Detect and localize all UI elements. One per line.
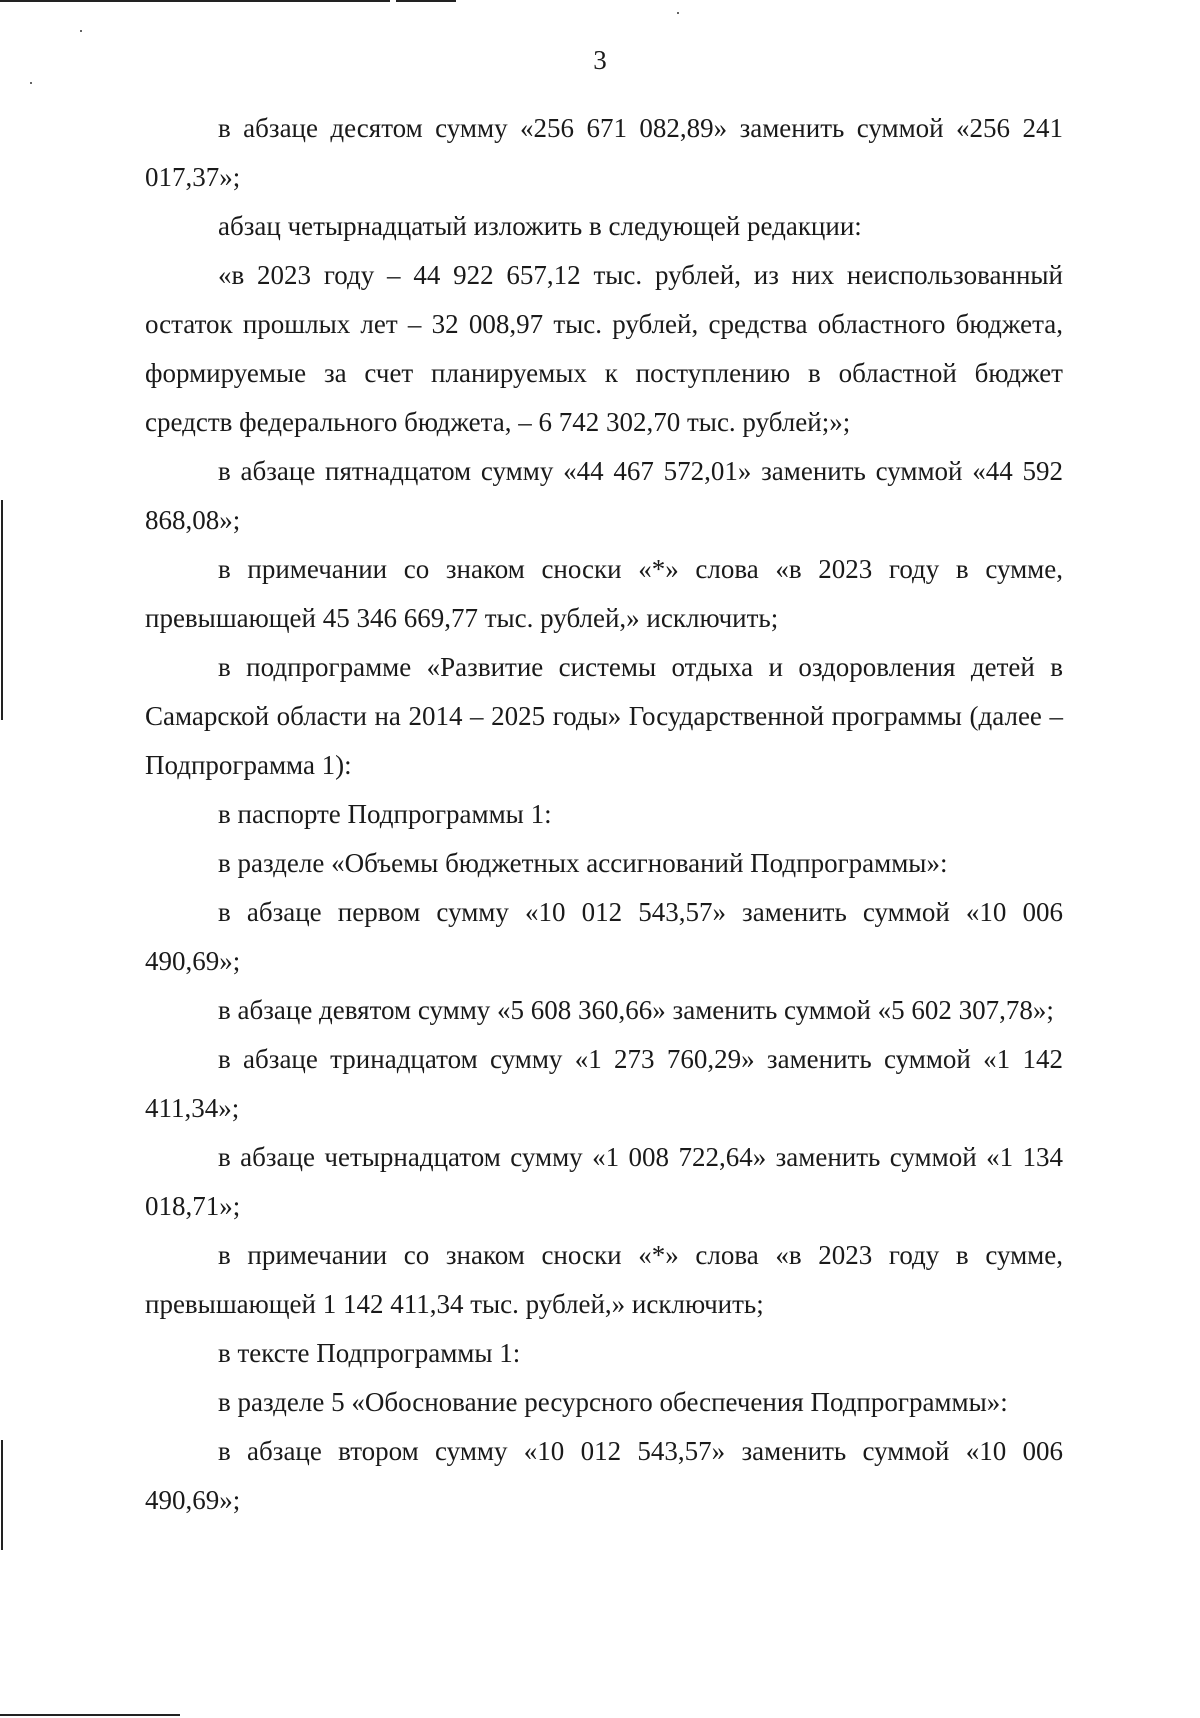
scan-speck (677, 12, 679, 14)
scan-top-edge-line (0, 0, 390, 2)
paragraph: абзац четырнадцатый изложить в следующей редакции: (218, 211, 862, 241)
scan-top-edge-line-short (396, 0, 456, 2)
paragraph: в абзаце втором сумму «10 012 543,57» заменить суммой «10 006 490,69»; (145, 1436, 1063, 1515)
paragraph: в разделе «Объемы бюджетных ассигнований Подпрограммы»: (218, 848, 948, 878)
paragraph: в абзаце пятнадцатом сумму «44 467 572,01» заменить суммой «44 592 868,08»; (145, 456, 1063, 535)
paragraph: в паспорте Подпрограммы 1: (218, 799, 552, 829)
paragraph: в абзаце тринадцатом сумму «1 273 760,29» заменить суммой «1 142 411,34»; (145, 1044, 1063, 1123)
paragraph: в абзаце девятом сумму «5 608 360,66» заменить суммой «5 602 307,78»; (218, 995, 1054, 1025)
paragraph: в примечании со знаком сноски «*» слова «в 2023 году в сумме, превышающей 45 346 669,77 тыс. рублей,» исключить; (145, 554, 1063, 633)
paragraph: в тексте Подпрограммы 1: (218, 1338, 521, 1368)
scan-left-edge-line (1, 500, 3, 720)
paragraph: в примечании со знаком сноски «*» слова «в 2023 году в сумме, превышающей 1 142 411,34 тыс. рублей,» исключить; (145, 1240, 1063, 1319)
paragraph: в подпрограмме «Развитие системы отдыха и оздоровления детей в Самарской области на 2014 – 2025 годы» Государственной программы (далее – Подпрограмма 1): (145, 652, 1063, 780)
scan-speck (80, 30, 82, 32)
scan-left-edge-line-lower (1, 1440, 3, 1550)
document-body (145, 104, 1063, 1525)
paragraph: «в 2023 году – 44 922 657,12 тыс. рублей, из них неиспользованный остаток прошлых лет – 32 008,97 тыс. рублей, средства областного бюджета, формируемые за счет планируемых к поступлению в областной бюджет средств федерального бюджета, – 6 742 302,70 тыс. рублей;»; (145, 260, 1063, 437)
scan-bottom-edge-line (0, 1714, 180, 1716)
paragraph: в абзаце четырнадцатом сумму «1 008 722,64» заменить суммой «1 134 018,71»; (145, 1142, 1063, 1221)
page-number: 3 (593, 45, 607, 75)
paragraph: в абзаце десятом сумму «256 671 082,89» заменить суммой «256 241 017,37»; (145, 113, 1063, 192)
paragraph: в разделе 5 «Обоснование ресурсного обеспечения Подпрограммы»: (218, 1387, 1008, 1417)
paragraph: в абзаце первом сумму «10 012 543,57» заменить суммой «10 006 490,69»; (145, 897, 1063, 976)
scan-speck (30, 82, 32, 84)
